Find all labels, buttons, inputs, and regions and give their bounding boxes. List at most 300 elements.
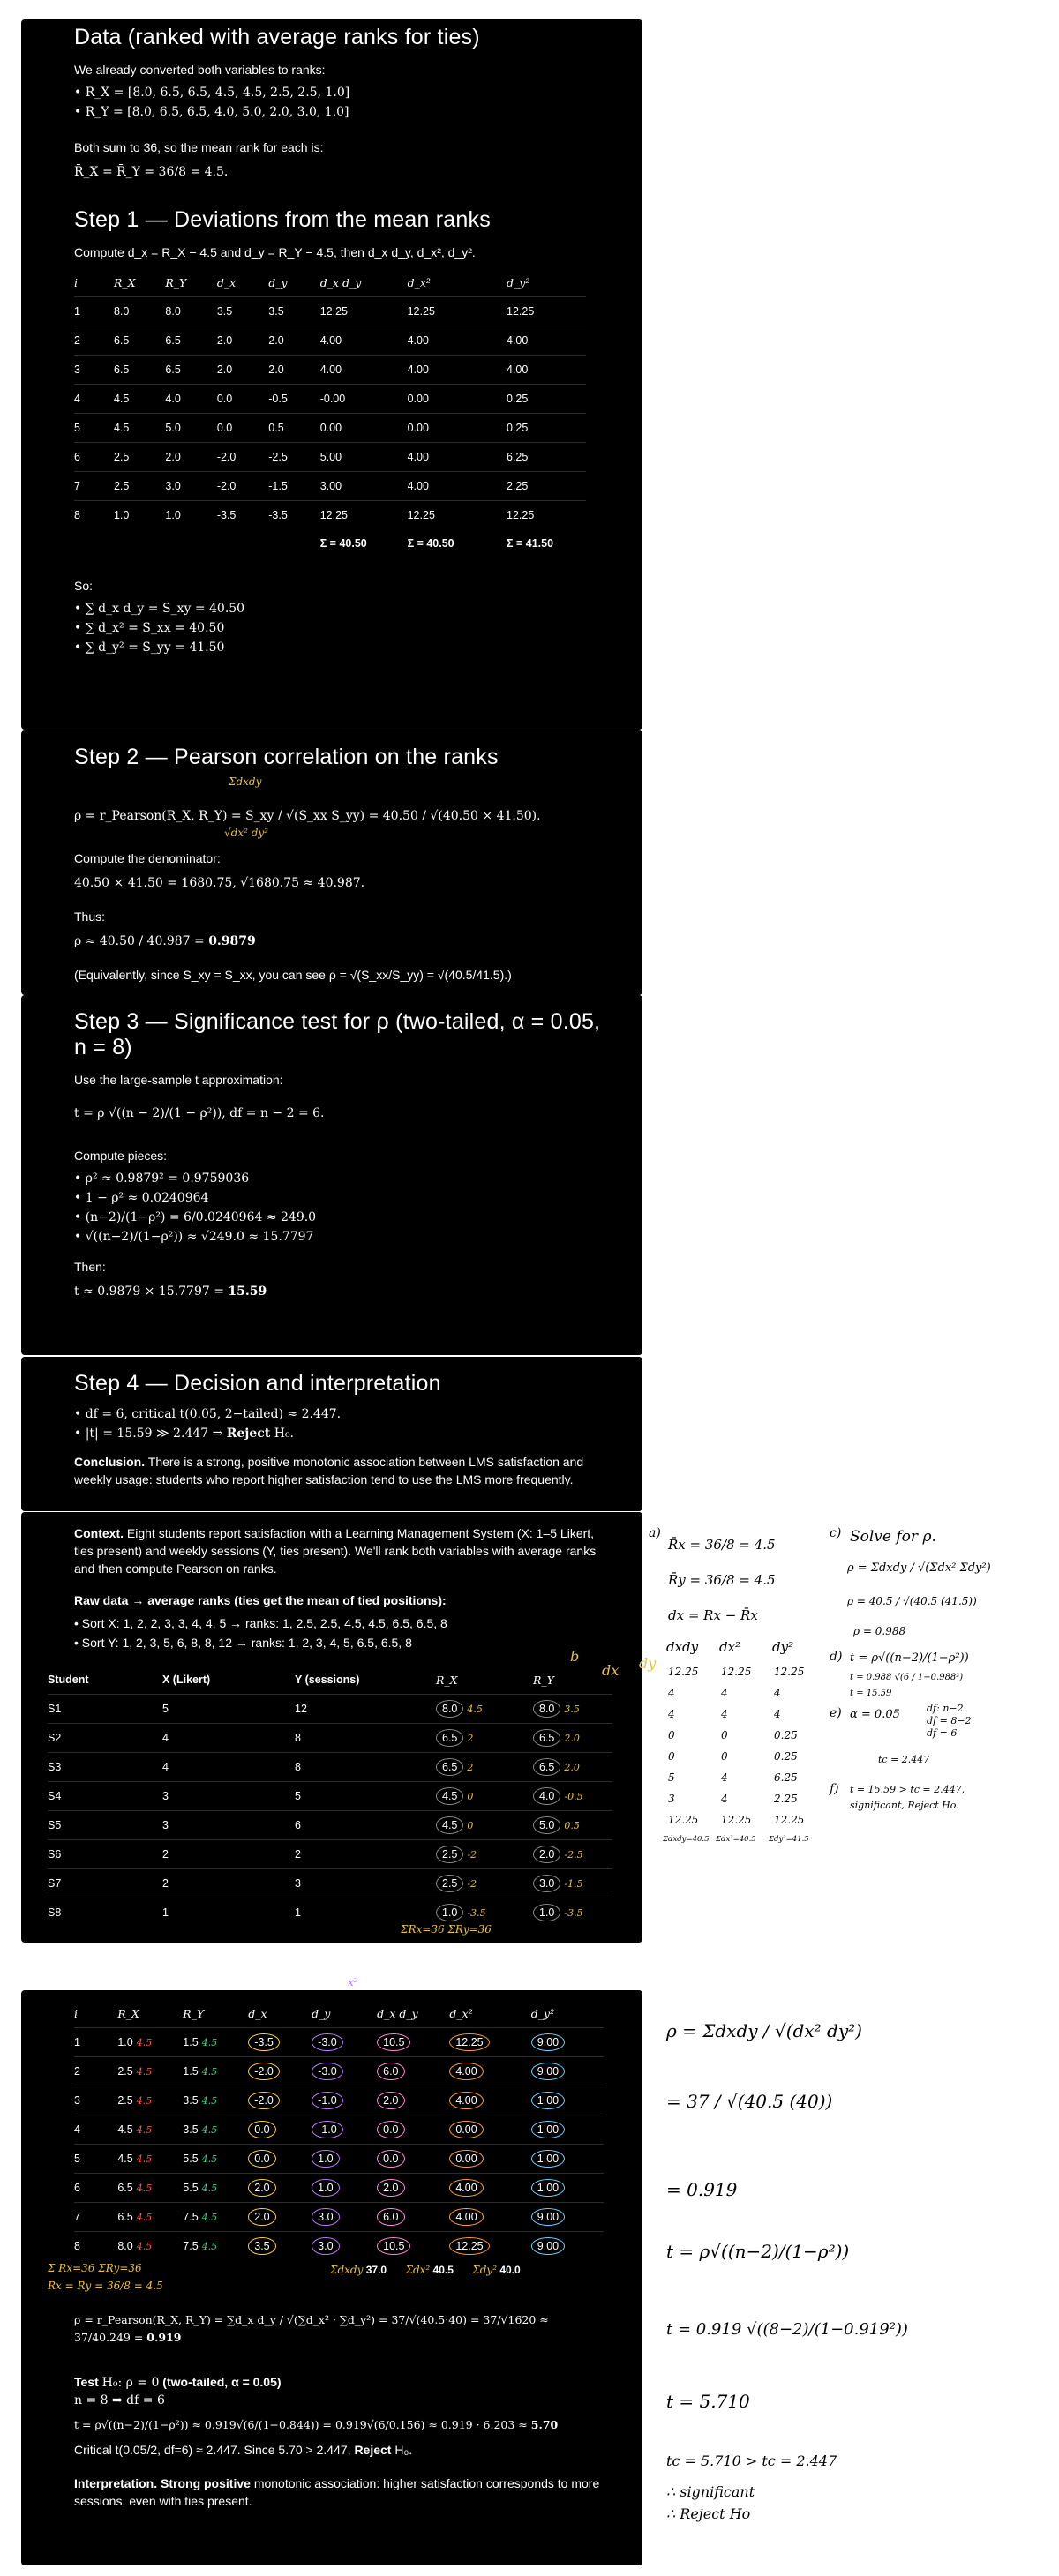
table-cell: 6 — [74, 443, 114, 472]
section-title-step2: Step 2 — Pearson correlation on the ranks — [74, 745, 499, 769]
hw2-l7: tc = 5.710 > tc = 2.447 — [666, 2452, 837, 2469]
circled-value: 4.00 — [449, 2179, 483, 2197]
test-label: Test — [74, 2375, 99, 2389]
second-t-expr: t = ρ√((n−2)/(1−ρ²)) ≈ 0.919√(6/(1−0.844)) = 0.919√(6/0.156) ≈ 0.919 · 6.203 ≈ — [74, 2418, 528, 2431]
second-cell — [183, 2174, 248, 2203]
second-rho-expr: ρ = r_Pearson(R_X, R_Y) = ∑d_x d_y / √(∑d_x² · ∑d_y²) = 37/√(40.5·40) = 37/√1620 ≈ 37/40.249 = — [74, 2313, 549, 2344]
table-cell: 12.25 — [408, 297, 507, 326]
table-row — [74, 356, 586, 385]
hw-cell: 4 — [668, 1708, 675, 1720]
table-row — [74, 443, 586, 472]
rho-result — [74, 932, 607, 950]
rank-value: 5.0 — [533, 1816, 560, 1834]
solution-panel-step2 — [21, 730, 642, 995]
second-header-cell: d_y — [312, 2006, 331, 2020]
context-label: Context. — [74, 1526, 124, 1540]
second-cell — [183, 2203, 248, 2232]
rank-value: 4.0 — [533, 1787, 560, 1805]
raw-table-row — [48, 1753, 612, 1782]
second-rho-value: 0.919 — [146, 2331, 182, 2344]
table-cell-empty — [74, 529, 114, 558]
second-header-cell: i — [74, 2006, 78, 2020]
second-header-cell: d_y² — [530, 2006, 555, 2020]
table-cell: 5 — [74, 414, 114, 443]
raw-table-cell: 1 — [162, 1898, 295, 1928]
table-cell: 3 — [74, 356, 114, 385]
raw-data-table — [48, 1666, 612, 1927]
hw-cell: 4 — [774, 1708, 781, 1720]
rank-value: 7.5 — [183, 2240, 199, 2252]
second-critical-expr: Critical t(0.05/2, df=6) ≈ 2.447. Since 5.70 > 2.447, — [74, 2443, 351, 2457]
hw2-l1: ρ = Σdxdy / √(dx² dy²) — [666, 2020, 862, 2041]
second-cell — [183, 2115, 248, 2145]
handwritten-mean: 4.5 — [136, 2037, 153, 2048]
table-cell: 0.00 — [408, 414, 507, 443]
raw-table-cell: 3 — [162, 1811, 295, 1840]
raw-table-cell — [436, 1840, 533, 1869]
circled-value: 1.00 — [531, 2092, 565, 2109]
circled-value: 1.0 — [312, 2179, 339, 2197]
handwritten-deviation: -0.5 — [564, 1791, 583, 1802]
sum-text: Both sum to 36, so the mean rank for each is: — [74, 140, 324, 154]
hw-d-t2: t = 0.988 √(6 / 1−0.988²) — [850, 1673, 964, 1682]
hw2-l3: = 0.919 — [666, 2179, 738, 2200]
hw-e-df3: df = 6 — [927, 1727, 958, 1739]
handwritten-mean: 4.5 — [136, 2241, 153, 2252]
second-attempt-panel — [21, 1976, 642, 2565]
table-cell: -3.5 — [217, 501, 268, 530]
hw-cell: 4 — [721, 1793, 728, 1805]
hw-col-header: dy² — [772, 1639, 794, 1655]
raw-table-cell: 3 — [295, 1869, 436, 1898]
second-cell — [117, 2232, 183, 2261]
circled-value: 3.0 — [312, 2208, 339, 2226]
hw-cell: 12.25 — [668, 1814, 699, 1826]
circled-value: 0.0 — [248, 2150, 275, 2168]
circled-value: 10.5 — [377, 2033, 410, 2051]
table-cell: 4.00 — [507, 356, 586, 385]
hw2-l5: t = 0.919 √((8−2)/(1−0.919²)) — [666, 2320, 908, 2339]
interpretation-bold: Strong positive — [161, 2476, 251, 2490]
sum-dxdy-label: Σdxdy — [330, 2264, 364, 2276]
handwritten-x2: x² — [348, 1976, 358, 1988]
raw-data-title: Raw data → average ranks (ties get the mean of tied positions): — [74, 1593, 447, 1607]
hw-cell: 4 — [668, 1687, 675, 1699]
raw-table-cell: 1 — [295, 1898, 436, 1928]
rank-value: 6.5 — [117, 2182, 133, 2194]
hw-e-label: e) — [830, 1706, 842, 1720]
hw2-l2: = 37 / √(40.5 (40)) — [666, 2091, 833, 2112]
rank-value: 1.0 — [533, 1904, 560, 1921]
raw-table-cell: S5 — [48, 1811, 162, 1840]
sort-x: • Sort X: 1, 2, 2, 3, 3, 4, 4, 5 → ranks: 1, 2.5, 2.5, 4.5, 4.5, 6.5, 6.5, 8 — [74, 1616, 607, 1630]
second-cell — [117, 2203, 183, 2232]
rank-value: 7.5 — [183, 2211, 199, 2223]
handwritten-mean: 4.5 — [136, 2095, 153, 2107]
handwritten-numerator-note: Σdxdy — [229, 775, 262, 788]
raw-table-cell — [533, 1869, 612, 1898]
table-cell: 8 — [74, 501, 114, 530]
hw-rho-formula: ρ = Σdxdy / √(Σdx² Σdy²) — [847, 1561, 991, 1575]
handwritten-mean: 4.5 — [201, 2212, 218, 2223]
denominator-label: Compute the denominator: — [74, 851, 221, 865]
second-cell: 3 — [74, 2086, 117, 2115]
hw-sum: Σdx²=40.5 — [716, 1835, 756, 1844]
handwritten-notes-right-2 — [666, 2003, 1055, 2558]
hw-rho-value: ρ = 0.988 — [853, 1625, 906, 1637]
table-row — [74, 501, 586, 530]
table-cell: 3.00 — [320, 472, 408, 501]
hw2-l8: ∴ significant — [666, 2483, 755, 2500]
handwritten-sums: Σ Rx=36 ΣRy=36 — [48, 2262, 142, 2274]
raw-table-cell — [436, 1782, 533, 1811]
second-cell — [183, 2086, 248, 2115]
raw-table-header-cell: Y (sessions) — [295, 1674, 360, 1686]
hw-e-alpha: α = 0.05 — [850, 1708, 900, 1721]
section-title-step4: Step 4 — Decision and interpretation — [74, 1371, 441, 1396]
second-cell — [377, 2145, 449, 2174]
circled-value: 12.25 — [449, 2237, 489, 2255]
circled-value: -1.0 — [312, 2092, 343, 2109]
table-header-cell: d_y — [268, 275, 288, 289]
table-cell: 5.00 — [320, 443, 408, 472]
table-cell: 4.00 — [320, 356, 408, 385]
raw-table-cell: 8 — [295, 1753, 436, 1782]
raw-table-header-cell: R_X — [436, 1673, 458, 1687]
table-cell: 0.25 — [507, 385, 586, 414]
rank-value: 4.5 — [117, 2123, 133, 2136]
second-cell — [377, 2115, 449, 2145]
circled-value: 9.00 — [531, 2033, 565, 2051]
second-cell — [312, 2057, 377, 2086]
reject-hypothesis: H₀. — [274, 1427, 295, 1441]
raw-table-cell: S4 — [48, 1782, 162, 1811]
second-cell — [449, 2145, 530, 2174]
rank-value: 2.5 — [117, 2065, 133, 2078]
circled-value: 4.00 — [449, 2208, 483, 2226]
table-cell: 2 — [74, 326, 114, 356]
second-reject-h: H₀. — [394, 2443, 413, 2457]
second-t-value: 5.70 — [530, 2418, 559, 2431]
hw-d-t3: t = 15.59 — [850, 1689, 892, 1698]
raw-table-cell: S7 — [48, 1869, 162, 1898]
second-cell — [531, 2115, 604, 2145]
second-cell: 5 — [74, 2145, 117, 2174]
second-cell — [248, 2028, 312, 2057]
hw-cell: 12.25 — [668, 1666, 699, 1678]
rank-value: 1.0 — [436, 1904, 463, 1921]
table-cell: 4.00 — [408, 472, 507, 501]
hw-f-text2: significant, Reject Ho. — [850, 1800, 959, 1811]
table-cell: 4.00 — [408, 443, 507, 472]
circled-value: 1.00 — [531, 2150, 565, 2168]
rank-value: 4.5 — [436, 1816, 463, 1834]
df-critical: • df = 6, critical t(0.05, 2−tailed) ≈ 2.447. — [74, 1407, 607, 1421]
second-cell — [117, 2086, 183, 2115]
second-cell — [248, 2232, 312, 2261]
circled-value: 2.0 — [377, 2179, 404, 2197]
table-cell: 12.25 — [507, 501, 586, 530]
table-header-cell: R_Y — [165, 275, 187, 289]
second-cell — [531, 2145, 604, 2174]
sum-dy2-label: Σdy² — [472, 2264, 498, 2276]
circled-value: 3.5 — [248, 2237, 275, 2255]
table-cell: 2.0 — [268, 326, 319, 356]
second-cell — [312, 2086, 377, 2115]
hw-cell: 4 — [721, 1687, 728, 1699]
handwritten-mean: 4.5 — [136, 2153, 153, 2165]
table-cell: -2.5 — [268, 443, 319, 472]
raw-table-cell: 2 — [162, 1840, 295, 1869]
circled-value: 2.0 — [377, 2092, 404, 2109]
second-cell — [183, 2028, 248, 2057]
table-header-cell: i — [74, 275, 78, 289]
table-cell-empty — [114, 529, 165, 558]
rank-value: 4.5 — [436, 1787, 463, 1805]
second-cell: 6 — [74, 2174, 117, 2203]
hw-c-label: c) — [830, 1526, 842, 1540]
table-cell: 8.0 — [114, 297, 165, 326]
raw-table-cell — [436, 1753, 533, 1782]
second-cell — [248, 2174, 312, 2203]
second-table-row — [74, 2203, 604, 2232]
second-cell — [312, 2115, 377, 2145]
second-critical-line — [74, 2441, 607, 2459]
second-header-cell: R_X — [117, 2006, 139, 2020]
second-header-cell: d_x² — [449, 2006, 473, 2020]
raw-table-cell: 4 — [162, 1724, 295, 1753]
rank-value: 4.5 — [117, 2153, 133, 2165]
second-cell — [449, 2028, 530, 2057]
circled-value: -1.0 — [312, 2121, 343, 2138]
rank-value: 6.5 — [117, 2211, 133, 2223]
piece-item: • 1 − ρ² ≈ 0.0240964 — [74, 1191, 607, 1205]
table-cell-empty — [268, 529, 319, 558]
table-cell: 2.25 — [507, 472, 586, 501]
circled-value: 0.0 — [248, 2121, 275, 2138]
raw-table-header-cell: R_Y — [533, 1673, 554, 1687]
handwritten-mean: 4.5 — [201, 2066, 218, 2078]
hw-c-text: Solve for ρ. — [850, 1528, 936, 1546]
context-text: Eight students report satisfaction with a Learning Management System (X: 1–5 Likert, ties present) and weekly sessions (Y, ties present). We'll rank both variables with average ranks and then compute Pearson on ranks. — [74, 1526, 597, 1576]
circled-value: 9.00 — [531, 2063, 565, 2080]
table-cell: 12.25 — [320, 501, 408, 530]
second-rho-formula — [74, 2311, 607, 2347]
raw-table-row — [48, 1869, 612, 1898]
piece-item: • √((n−2)/(1−ρ²)) ≈ √249.0 ≈ 15.7797 — [74, 1230, 607, 1244]
second-cell — [117, 2115, 183, 2145]
table-cell: 0.5 — [268, 414, 319, 443]
section-title-step3: Step 3 — Significance test for ρ (two-tailed, α = 0.05, n = 8) — [74, 1009, 601, 1060]
second-table-row — [74, 2145, 604, 2174]
circled-value: 6.0 — [377, 2208, 404, 2226]
handwritten-denominator-note: √dx² dy² — [224, 827, 268, 839]
hw-e-df2: df = 8−2 — [927, 1715, 972, 1726]
table-cell: 4.5 — [114, 385, 165, 414]
handwritten-mean: 4.5 — [201, 2124, 218, 2136]
raw-table-row — [48, 1724, 612, 1753]
handwritten-mean: 4.5 — [201, 2095, 218, 2107]
second-cell — [248, 2145, 312, 2174]
section-title-step1: Step 1 — Deviations from the mean ranks — [74, 207, 491, 232]
table-cell: -2.0 — [217, 472, 268, 501]
test-line — [74, 2373, 607, 2392]
rank-value: 2.5 — [436, 1846, 463, 1863]
table-cell-empty — [217, 529, 268, 558]
circled-value: -3.0 — [312, 2033, 343, 2051]
so-item: • ∑ d_y² = S_yy = 41.50 — [74, 640, 607, 655]
circled-value: 6.0 — [377, 2063, 404, 2080]
rank-value: 6.5 — [436, 1729, 463, 1747]
table-cell: 4.00 — [408, 326, 507, 356]
deviation-table — [74, 268, 586, 558]
second-cell — [449, 2057, 530, 2086]
hw2-l6: t = 5.710 — [666, 2391, 750, 2412]
table-header-cell: d_x d_y — [319, 275, 362, 289]
raw-table-cell: S6 — [48, 1840, 162, 1869]
second-cell — [449, 2115, 530, 2145]
table-cell: 4.00 — [408, 356, 507, 385]
raw-table-cell: 2 — [295, 1840, 436, 1869]
second-cell — [531, 2028, 604, 2057]
raw-table-cell — [533, 1782, 612, 1811]
handwritten-rank-sums: ΣRx=36 ΣRy=36 — [401, 1923, 492, 1936]
second-cell — [449, 2203, 530, 2232]
raw-table-cell: 3 — [162, 1782, 295, 1811]
second-cell: 2 — [74, 2057, 117, 2086]
raw-table-cell — [436, 1695, 533, 1724]
table-row — [74, 472, 586, 501]
interpretation — [74, 2475, 607, 2510]
thus-label: Thus: — [74, 910, 106, 924]
hw-d-label: d) — [830, 1650, 843, 1664]
raw-table-cell: 6 — [295, 1811, 436, 1840]
table-cell: 2.0 — [268, 356, 319, 385]
hw2-l4: t = ρ√((n−2)/(1−ρ²)) — [666, 2241, 850, 2262]
second-cell — [449, 2174, 530, 2203]
table-cell: 0.25 — [507, 414, 586, 443]
hw-cell: 5 — [668, 1771, 675, 1784]
raw-table-cell: 2 — [162, 1869, 295, 1898]
circled-value: 4.00 — [449, 2063, 483, 2080]
reject-word: Reject — [226, 1427, 271, 1441]
table-cell: 4.00 — [320, 326, 408, 356]
table-cell: 0.0 — [217, 385, 268, 414]
hw-cell: 12.25 — [774, 1814, 805, 1826]
hw-dx-formula: dx = Rx − R̄x — [668, 1607, 758, 1623]
raw-table-cell — [533, 1840, 612, 1869]
second-reject-word: Reject — [354, 2443, 392, 2457]
circled-value: -3.0 — [312, 2063, 343, 2080]
ranks-intro: We already converted both variables to ranks: — [74, 63, 326, 77]
solution-panel-data-step1 — [21, 19, 642, 730]
piece-item: • (n−2)/(1−ρ²) = 6/0.0240964 ≈ 249.0 — [74, 1210, 607, 1224]
second-header-cell: d_x d_y — [377, 2006, 418, 2020]
second-cell — [117, 2145, 183, 2174]
second-table-row — [74, 2174, 604, 2203]
handwritten-deviation: -1.5 — [564, 1878, 583, 1890]
rank-value: 1.0 — [117, 2036, 133, 2048]
conclusion-label: Conclusion. — [74, 1455, 146, 1469]
sum-dx2-label: Σdx² — [405, 2264, 431, 2276]
hw-cell: 4 — [721, 1771, 728, 1784]
circled-value: 1.0 — [312, 2150, 339, 2168]
reject-expr: |t| = 15.59 ≫ 2.447 ⇒ — [85, 1427, 223, 1441]
rank-value: 8.0 — [117, 2240, 133, 2252]
hw-cell: 0 — [721, 1729, 728, 1741]
raw-table-cell: 5 — [295, 1782, 436, 1811]
circled-value: -2.0 — [248, 2063, 280, 2080]
approximation-text: Use the large-sample t approximation: — [74, 1073, 283, 1087]
table-header-cell: R_X — [113, 275, 136, 289]
equivalence-note: (Equivalently, since S_xy = S_xx, you can see ρ = √(S_xx/S_yy) = √(40.5/41.5).) — [74, 968, 512, 982]
test-hypothesis: H₀: ρ = 0 — [101, 2376, 160, 2390]
rank-value: 2.5 — [117, 2094, 133, 2107]
second-cell — [248, 2057, 312, 2086]
table-row — [74, 297, 586, 326]
table-cell: 0.0 — [217, 414, 268, 443]
hw-f-label: f) — [830, 1782, 839, 1796]
step1-instruction: Compute d_x = R_X − 4.5 and d_y = R_Y − 4.5, then d_x d_y, d_x², d_y². — [74, 245, 476, 259]
circled-value: 2.0 — [248, 2208, 275, 2226]
raw-table-cell — [436, 1724, 533, 1753]
raw-table-cell — [533, 1695, 612, 1724]
pieces-label: Compute pieces: — [74, 1149, 168, 1163]
second-cell — [117, 2028, 183, 2057]
handwritten-deviation: -3.5 — [564, 1907, 583, 1919]
circled-value: 12.25 — [449, 2033, 489, 2051]
second-table-row — [74, 2086, 604, 2115]
hw-col-header: dxdy — [666, 1639, 699, 1655]
hw-col-header: dx² — [719, 1639, 741, 1655]
second-table-row — [74, 2232, 604, 2261]
table-cell: 5.0 — [165, 414, 216, 443]
circled-value: 0.0 — [377, 2121, 404, 2138]
table-cell: 3.5 — [268, 297, 319, 326]
table-cell: 12.25 — [507, 297, 586, 326]
table-header-cell: d_y² — [507, 275, 530, 289]
rank-value: 6.5 — [436, 1758, 463, 1776]
table-cell: -0.00 — [320, 385, 408, 414]
then-label: Then: — [74, 1260, 106, 1274]
table-cell: 2.0 — [165, 443, 216, 472]
hw-cell: 12.25 — [721, 1666, 752, 1678]
table-cell: 6.25 — [507, 443, 586, 472]
hw-f-text: t = 15.59 > tc = 2.447, — [850, 1784, 965, 1795]
handwritten-mean: 4.5 — [201, 2153, 218, 2165]
second-cell — [248, 2203, 312, 2232]
table-cell: 4 — [74, 385, 114, 414]
handwritten-means: R̄x = R̄y = 36/8 = 4.5 — [48, 2280, 163, 2292]
table-cell: 0.00 — [408, 385, 507, 414]
table-cell: 4.0 — [165, 385, 216, 414]
hw-a-label: a) — [649, 1526, 661, 1540]
hw-e-tc: tc = 2.447 — [878, 1754, 930, 1765]
table-cell: 2.0 — [217, 326, 268, 356]
circled-value: 4.00 — [449, 2092, 483, 2109]
table-sum-row — [74, 529, 586, 558]
hw-cell: 12.25 — [721, 1814, 752, 1826]
handwritten-dx-label: dx — [602, 1662, 620, 1679]
context-panel — [21, 1512, 657, 1943]
conclusion-text: There is a strong, positive monotonic association between LMS satisfaction and weekly usage: students who report higher satisfaction tend to use the LMS more frequently. — [74, 1455, 584, 1486]
table-cell: 6.5 — [114, 356, 165, 385]
second-header-cell: d_x — [248, 2006, 267, 2020]
table-cell: 1 — [74, 297, 114, 326]
rank-value: 3.0 — [533, 1875, 560, 1892]
second-cell — [377, 2174, 449, 2203]
second-header-cell: R_Y — [183, 2006, 205, 2020]
